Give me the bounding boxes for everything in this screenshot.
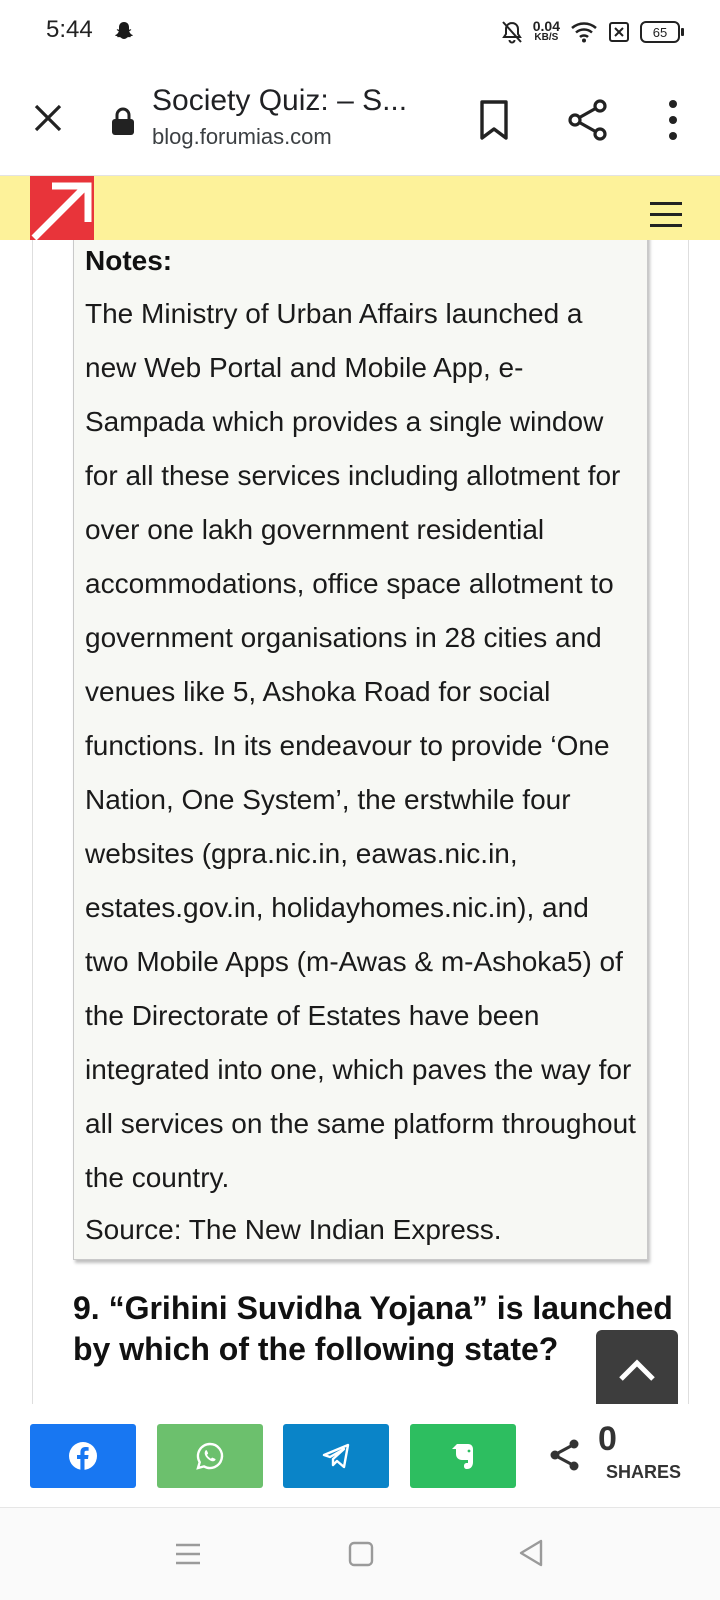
home-icon[interactable] [348, 1540, 374, 1568]
facebook-icon [68, 1441, 98, 1471]
wifi-icon [570, 21, 598, 43]
forumias-logo-icon [30, 176, 94, 240]
more-vert-icon[interactable] [660, 98, 686, 142]
close-icon [33, 103, 63, 133]
back-icon[interactable] [518, 1538, 544, 1568]
chevron-up-icon [617, 1357, 657, 1383]
card-border [688, 240, 689, 1404]
notes-body: The Ministry of Urban Affairs launched a new Web Portal and Mobile App, e-Sampada which provides a single window for all these services including allotment for over one lakh government residential accommodations, office space allotment to government organisations in 28 cities and venues like 5, Ashoka Road for social functions. In its endeavour to provide ‘One Nation, One System’, the erstwhile four websites (gpra.nic.in, eawas.nic.in, estates.gov.in, holidayhomes.nic.in), and two Mobile Apps (m-Awas & m-Ashoka5) of the Directorate of Estates have been integrated into one, which paves the way for all services on the same platform throughout the country. [85, 298, 636, 1193]
notes-source: Source: The New Indian Express. [85, 1214, 502, 1245]
facebook-share-button[interactable] [30, 1424, 136, 1488]
question-title: 9. “Grihini Suvidha Yojana” is launched by which of the following state? [73, 1290, 673, 1367]
evernote-icon [448, 1440, 478, 1472]
share-count-label: SHARES [606, 1462, 682, 1482]
card-border [32, 240, 33, 1404]
page-title: Society Quiz: – S... [152, 84, 408, 117]
snapchat-icon [112, 20, 136, 44]
status-time: 5:44 [46, 16, 93, 43]
telegram-icon [321, 1441, 351, 1471]
mute-icon [501, 20, 523, 44]
share-bar [0, 1404, 720, 1508]
site-logo[interactable] [30, 176, 94, 240]
notes-box [73, 240, 648, 1260]
site-header [0, 176, 720, 240]
article-content[interactable] [0, 240, 720, 1404]
recent-apps-icon[interactable] [174, 1540, 202, 1568]
page-info[interactable] [152, 84, 452, 150]
net-speed [533, 20, 560, 44]
hamburger-icon[interactable] [650, 202, 682, 228]
notes-heading: Notes: [85, 245, 173, 276]
net-speed-unit: KB/S [534, 32, 559, 43]
net-speed-value: 0.04 [532, 18, 560, 34]
share-count: 0 [598, 1420, 617, 1458]
telegram-share-button[interactable] [283, 1424, 389, 1488]
bookmark-icon[interactable] [474, 98, 514, 142]
screen-record-icon [608, 21, 630, 43]
status-bar [0, 0, 720, 64]
lock-icon[interactable] [110, 106, 136, 136]
browser-toolbar [0, 64, 720, 176]
battery-icon: 65 [640, 21, 680, 43]
share-icon [548, 1436, 582, 1474]
close-button[interactable] [28, 98, 68, 138]
evernote-share-button[interactable] [410, 1424, 516, 1488]
share-icon[interactable] [566, 98, 610, 142]
page-url: blog.forumias.com [152, 124, 332, 149]
whatsapp-icon [195, 1441, 225, 1471]
system-nav-bar [0, 1508, 720, 1600]
scroll-to-top-button[interactable] [596, 1330, 678, 1404]
whatsapp-share-button[interactable] [157, 1424, 263, 1488]
